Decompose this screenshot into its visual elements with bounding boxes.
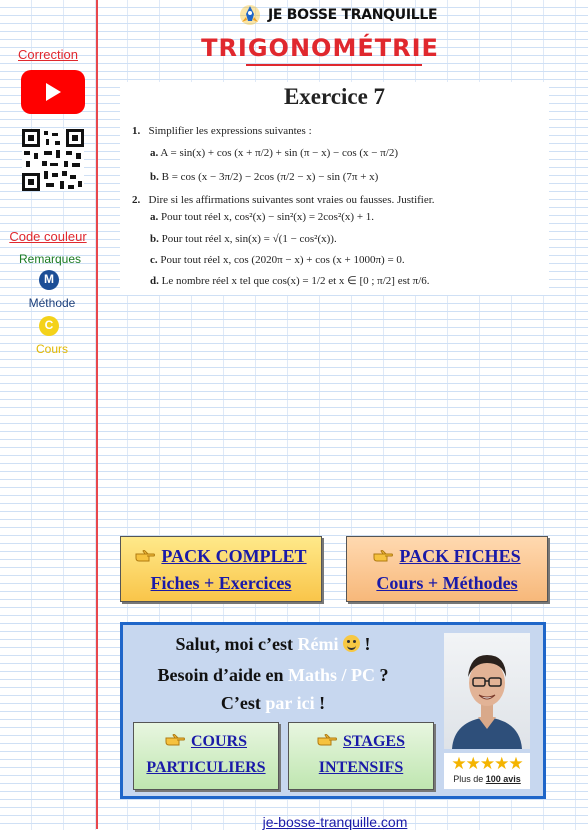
q2a xyxy=(150,211,374,223)
pack-complete-subtitle: Fiches + Exercices xyxy=(150,573,292,593)
intensive-courses-row xyxy=(289,733,433,751)
intensive-courses-button[interactable] xyxy=(288,722,434,790)
smiley-icon xyxy=(343,635,360,652)
correction-label[interactable]: Correction xyxy=(18,47,78,62)
promo-greeting xyxy=(123,634,423,655)
reviews-count-link[interactable]: 100 avis xyxy=(485,774,521,784)
pack-sheets-button[interactable] xyxy=(346,536,548,602)
color-code-label: Code couleur xyxy=(9,229,87,244)
method-icon xyxy=(39,270,59,290)
q2b-label: b. xyxy=(150,233,159,245)
pack-sheets-title-row xyxy=(347,546,547,567)
promo-subject: Maths / PC xyxy=(288,665,376,685)
q1a-label: a. xyxy=(150,147,159,159)
rocket-icon xyxy=(238,4,262,26)
q2-number: 2. xyxy=(132,194,141,206)
rating-box[interactable] xyxy=(444,753,530,789)
q1a xyxy=(150,147,398,159)
private-lessons-line1: COURS xyxy=(190,733,247,750)
q2c-label: c. xyxy=(150,254,158,266)
q1-intro xyxy=(132,125,312,137)
q2d-label: d. xyxy=(150,275,159,287)
pointing-hand-icon xyxy=(317,733,337,747)
q2-intro xyxy=(132,194,435,206)
method-icon-letter: M xyxy=(44,272,54,286)
brand-name: JE BOSSE TRANQUILLE xyxy=(268,7,438,23)
legend-method: Méthode xyxy=(28,296,76,310)
q2-intro-text: Dire si les affirmations suivantes sont vraies ou fausses. Justifier. xyxy=(148,194,435,206)
promo-link-prefix: C’est xyxy=(220,693,266,713)
pack-sheets-title: PACK FICHES xyxy=(399,546,521,566)
left-sidebar xyxy=(0,0,96,829)
promo-question-end: ? xyxy=(375,665,389,685)
q2c xyxy=(150,254,405,266)
promo-greeting-text: Salut, moi c’est xyxy=(175,634,298,654)
pack-complete-button[interactable] xyxy=(120,536,322,602)
exercise-title: Exercice 7 xyxy=(283,84,386,109)
youtube-play-icon[interactable] xyxy=(21,70,85,114)
q1-number: 1. xyxy=(132,125,141,137)
q2d-text: Le nombre réel x tel que cos(x) = 1/2 et x ∈ [0 ; π/2] est π/6. xyxy=(161,275,430,287)
promo-link[interactable]: par ici xyxy=(265,693,315,713)
q1-intro-text: Simplifier les expressions suivantes : xyxy=(148,125,312,137)
rating-stars: ★★★★★ xyxy=(451,754,523,773)
reviews-count xyxy=(444,774,530,784)
legend-remarks: Remarques xyxy=(18,252,82,266)
qr-code[interactable] xyxy=(22,129,84,191)
pack-sheets-subtitle: Cours + Méthodes xyxy=(376,573,518,593)
course-icon xyxy=(39,316,59,336)
course-icon-letter: C xyxy=(44,318,54,332)
reviews-prefix: Plus de xyxy=(453,774,486,784)
pack-complete-title-row xyxy=(121,546,321,567)
q1b xyxy=(150,171,378,183)
private-lessons-button[interactable] xyxy=(133,722,279,790)
pointing-hand-icon xyxy=(165,733,185,747)
intensive-courses-line2: INTENSIFS xyxy=(318,759,404,776)
pointing-hand-icon xyxy=(135,549,155,563)
q1b-expression: B = cos (x − 3π/2) − 2cos (π/2 − x) − sin (7π + x) xyxy=(161,171,379,183)
private-lessons-row xyxy=(134,733,278,751)
intensive-courses-line1: STAGES xyxy=(343,733,405,750)
promo-name: Rémi xyxy=(297,634,339,654)
page-title: TRIGONOMÉTRIE xyxy=(201,34,439,62)
promo-link-end: ! xyxy=(314,693,326,713)
pack-complete-title: PACK COMPLET xyxy=(161,546,307,566)
legend-course: Cours xyxy=(35,342,68,356)
promo-greeting-end: ! xyxy=(359,634,371,654)
promo-question-text: Besoin d’aide en xyxy=(157,665,289,685)
q1b-label: b. xyxy=(150,171,159,183)
q2a-text: Pour tout réel x, cos²(x) − sin²(x) = 2cos²(x) + 1. xyxy=(161,211,375,223)
q2b xyxy=(150,233,337,245)
q2d xyxy=(150,274,430,287)
q2c-text: Pour tout réel x, cos (2020π − x) + cos (x + 1000π) = 0. xyxy=(160,254,405,266)
promo-link-line xyxy=(123,693,423,714)
margin-line xyxy=(96,0,98,829)
q2b-text: Pour tout réel x, sin(x) = √(1 − cos²(x)). xyxy=(161,233,337,245)
title-underline xyxy=(246,64,422,66)
footer-website-link[interactable]: je-bosse-tranquille.com xyxy=(262,814,408,830)
exercise-sheet xyxy=(120,82,549,295)
tutoring-promo xyxy=(120,622,546,799)
promo-question xyxy=(123,665,423,686)
private-lessons-line2: PARTICULIERS xyxy=(146,759,266,776)
q1a-expression: A = sin(x) + cos (x + π/2) + sin (π − x) − cos (x − π/2) xyxy=(160,147,398,159)
q2a-label: a. xyxy=(150,211,159,223)
brand-logo[interactable] xyxy=(238,4,437,26)
tutor-photo xyxy=(444,633,530,749)
pointing-hand-icon xyxy=(373,549,393,563)
